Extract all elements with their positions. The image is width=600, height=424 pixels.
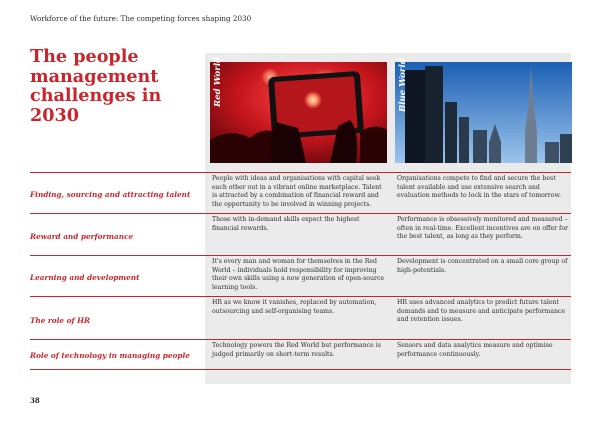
red-world-label: Red World bbox=[213, 56, 223, 107]
page-title bbox=[30, 47, 200, 125]
red-cell-reward-performance: Those with in-demand skills expect the highest financial rewards. bbox=[212, 216, 360, 232]
row-divider bbox=[30, 296, 571, 297]
blue-cell-finding-talent: Organisations compete to find and secure the best talent available and use extensive search and evaluation methods to lock in the stars of tomorrow. bbox=[397, 175, 561, 200]
row-divider bbox=[30, 339, 571, 340]
running-header: Workforce of the future: The competing forces shaping 2030 bbox=[30, 14, 252, 23]
blue-world-photo bbox=[395, 62, 572, 163]
blue-cell-role-of-technology: Sensors and data analytics measure and optimise performance continuously. bbox=[397, 342, 553, 358]
row-divider bbox=[30, 172, 571, 173]
row-label-learning-development: Learning and development bbox=[30, 273, 140, 282]
row-label-reward-performance: Reward and performance bbox=[30, 232, 134, 241]
row-label-role-of-technology: Role of technology in managing people bbox=[30, 351, 190, 360]
blue-world-label: Blue World bbox=[398, 58, 408, 112]
red-cell-role-of-hr: HR as we know it vanishes, replaced by automation, outsourcing and self-organising teams. bbox=[212, 299, 377, 315]
red-world-photo bbox=[210, 62, 387, 163]
red-cell-learning-development: It's every man and woman for themselves in the Red World – individuals hold responsibility for improving their own skills using a new generation of open-source learning tools. bbox=[212, 258, 385, 291]
red-cell-role-of-technology: Technology powers the Red World but performance is judged primarily on short-term results. bbox=[212, 342, 381, 358]
row-divider bbox=[30, 369, 571, 370]
row-label-finding-talent: Finding, sourcing and attracting talent bbox=[30, 190, 191, 199]
row-label-role-of-hr: The role of HR bbox=[30, 316, 91, 325]
page-title-line-3: challenges in 2030 bbox=[30, 85, 162, 126]
blue-cell-learning-development: Development is concentrated on a small core group of high-potentials. bbox=[397, 258, 568, 274]
blue-cell-role-of-hr: HR uses advanced analytics to predict future talent demands and to measure and anticipate performance and retention issues. bbox=[397, 299, 566, 324]
blue-cell-reward-performance: Performance is obsessively monitored and measured – often in real-time. Excellent incentives are on offer for the best talent, as long as they perform. bbox=[397, 216, 569, 241]
page-title-line-1: The people bbox=[30, 46, 139, 67]
row-divider bbox=[30, 213, 571, 214]
page-title-line-2: management bbox=[30, 65, 159, 87]
row-divider bbox=[30, 255, 571, 256]
red-cell-finding-talent: People with ideas and organisations with capital seek each other out in a vibrant online marketplace. Talent is attracted by a combination of financial reward and the opportunity to be involved in winning projects. bbox=[212, 175, 382, 208]
page-number: 38 bbox=[30, 396, 40, 405]
